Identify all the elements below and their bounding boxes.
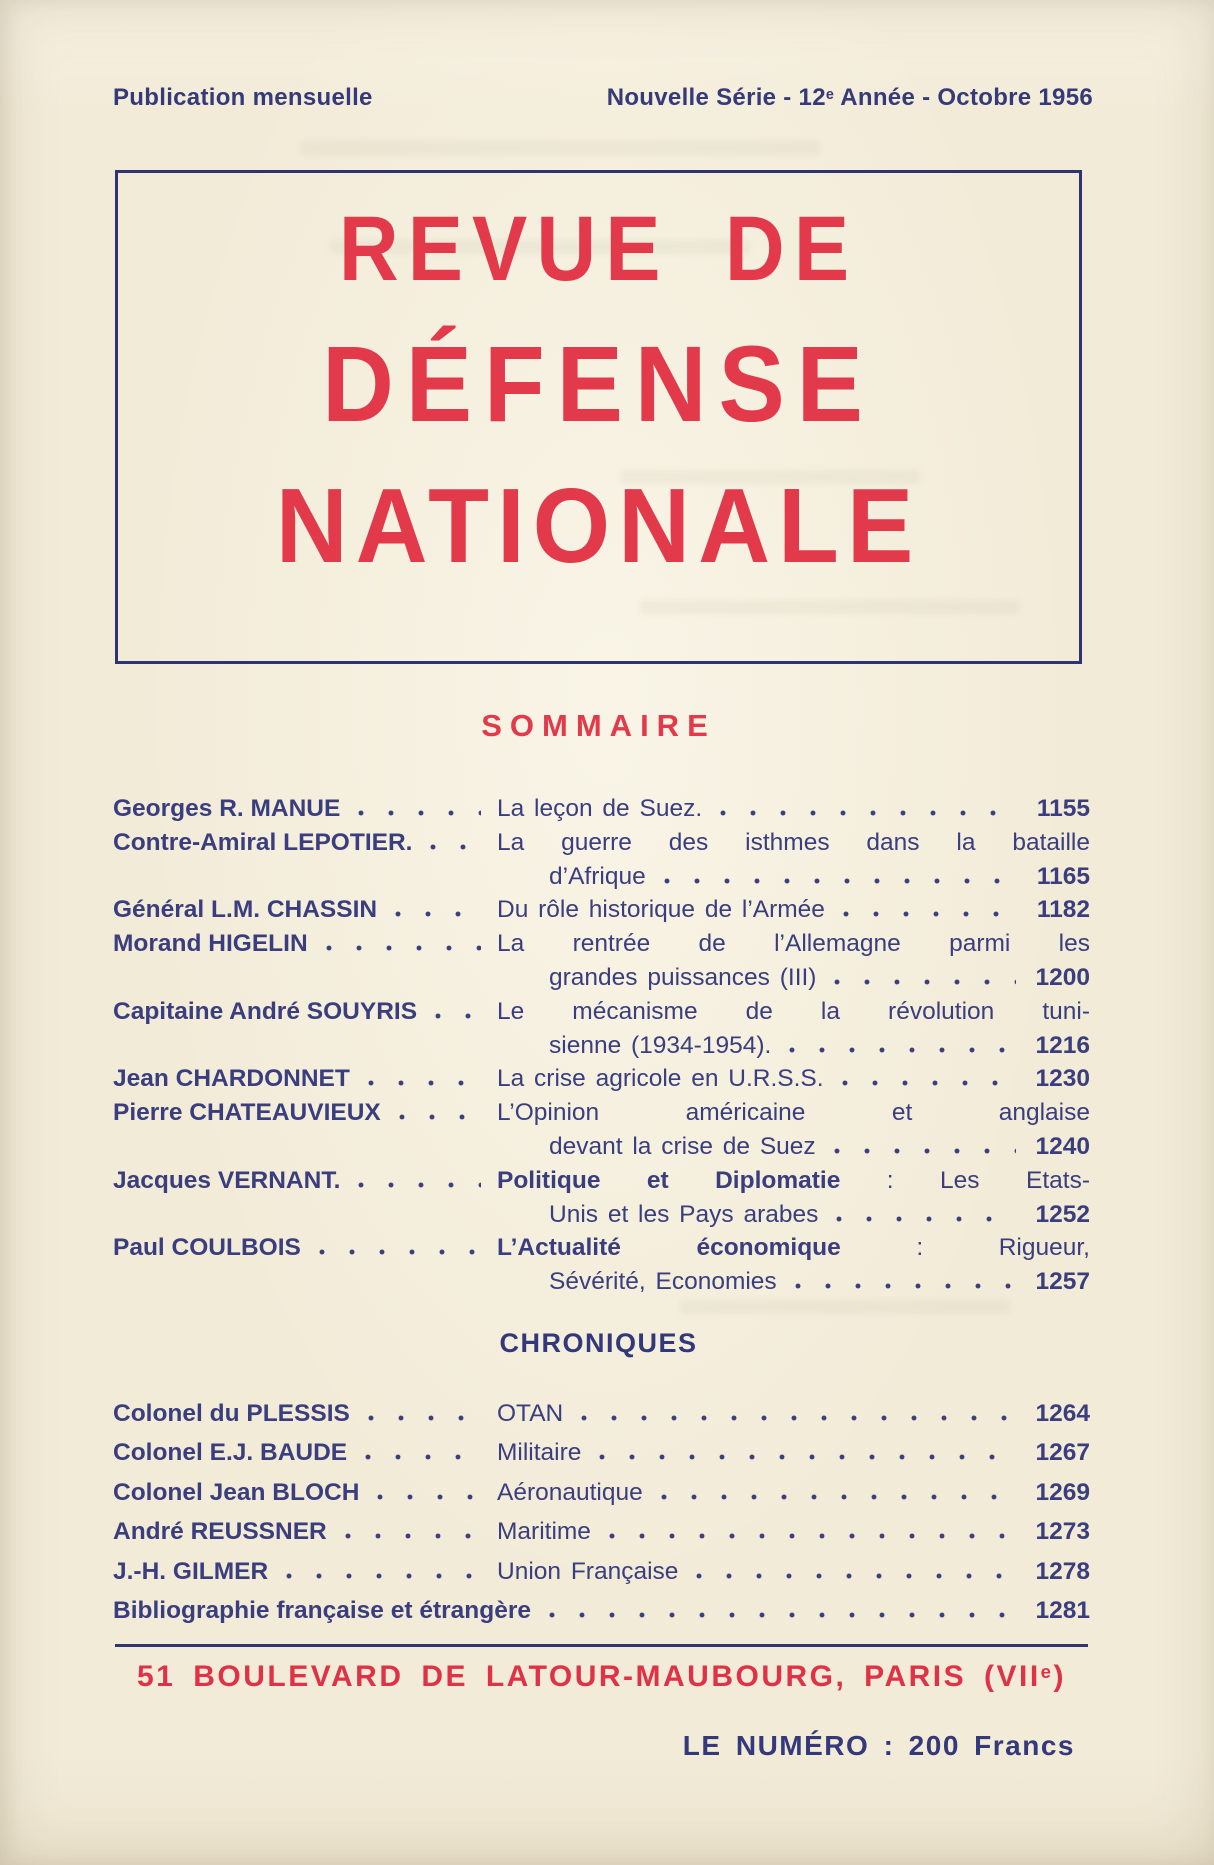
leader-dots: [834, 1080, 1016, 1086]
author-name: Général L.M. CHASSIN: [113, 896, 378, 924]
leader-dots: [337, 1533, 481, 1539]
bleedthrough-artifact: [300, 140, 820, 156]
chronique-row: [113, 1439, 1090, 1478]
leader-dots: [350, 1182, 481, 1188]
author-name: Capitaine André SOUYRIS: [113, 997, 418, 1025]
author-name: Paul COULBOIS: [113, 1234, 301, 1262]
leader-dots: [278, 1573, 481, 1579]
toc-row-continuation: [113, 863, 1090, 897]
leader-dots: [712, 810, 1016, 816]
article-title: d’Afrique: [549, 862, 646, 890]
leader-dots: [387, 911, 481, 917]
bleedthrough-artifact: [680, 1300, 1010, 1314]
author-name: Colonel Jean BLOCH: [113, 1478, 360, 1506]
leader-dots: [360, 1080, 481, 1086]
leader-dots: [391, 1114, 481, 1120]
masthead-line-3: NATIONALE: [275, 467, 922, 585]
article-title: Du rôle historique de l’Armée: [497, 896, 825, 924]
leader-dots: [835, 911, 1016, 917]
table-of-contents: [113, 795, 1090, 1302]
page-number: 1278: [1035, 1557, 1090, 1585]
leader-dots: [422, 844, 481, 850]
masthead-line-2: DÉFENSE: [322, 323, 875, 444]
publication-frequency: Publication mensuelle: [113, 84, 373, 111]
address-line: 51 BOULEVARD DE LATOUR-MAUBOURG, PARIS (VIIe): [137, 1660, 1066, 1693]
article-title: devant la crise de Suez: [549, 1132, 816, 1160]
article-title: grandes puissances (III): [549, 963, 817, 991]
article-title: La leçon de Suez.: [497, 795, 703, 822]
article-title: La guerre des isthmes dans la bataille: [497, 828, 1090, 856]
sommaire-heading: SOMMAIRE: [481, 708, 716, 743]
leader-dots: [653, 1494, 1016, 1500]
author-name: Pierre CHATEAUVIEUX: [113, 1099, 381, 1127]
leader-dots: [828, 1216, 1016, 1222]
footer-rule: [115, 1644, 1088, 1647]
toc-row: [113, 896, 1090, 930]
masthead-line-1: REVUE DE: [338, 198, 859, 300]
page-number: 1273: [1035, 1518, 1090, 1546]
author-name: Morand HIGELIN: [113, 930, 308, 958]
page-number: 1240: [1035, 1132, 1090, 1160]
toc-row: [113, 1099, 1090, 1133]
article-title: Unis et les Pays arabes: [549, 1200, 819, 1228]
leader-dots: [826, 979, 1016, 985]
toc-row: [113, 1167, 1090, 1201]
toc-row: [113, 1065, 1090, 1099]
toc-row: [113, 1234, 1090, 1268]
price-line: LE NUMÉRO : 200 Francs: [682, 1730, 1075, 1761]
toc-row-continuation: [113, 964, 1090, 998]
article-title: sienne (1934-1954).: [549, 1031, 772, 1059]
leader-dots: [573, 1415, 1016, 1421]
leader-dots: [357, 1454, 481, 1460]
toc-row: [113, 795, 1090, 829]
page-number: 1230: [1035, 1065, 1090, 1093]
page-header: [113, 84, 1093, 112]
page-number: 1257: [1035, 1268, 1090, 1296]
rubric-bold-label: Politique et Diplomatie: [497, 1166, 841, 1194]
toc-row-continuation: [113, 1201, 1090, 1235]
chronique-title: Aéronautique: [497, 1478, 643, 1506]
leader-dots: [369, 1494, 481, 1500]
chronique-row: [113, 1597, 1090, 1636]
author-name: Bibliographie française et étrangère: [113, 1596, 531, 1624]
chroniques-list: [113, 1400, 1090, 1636]
author-name: Colonel du PLESSIS: [113, 1400, 350, 1427]
toc-row-continuation: [113, 1032, 1090, 1066]
chronique-title: Militaire: [497, 1439, 582, 1467]
page-number: 1216: [1035, 1031, 1090, 1059]
page-number: 1269: [1035, 1478, 1090, 1506]
page-number: 1200: [1035, 963, 1090, 991]
toc-row-continuation: [113, 1268, 1090, 1302]
article-title: L’Opinion américaine et anglaise: [497, 1099, 1090, 1127]
chronique-title: OTAN: [497, 1400, 564, 1427]
leader-dots: [826, 1148, 1016, 1154]
leader-dots: [541, 1612, 1016, 1618]
page-number: 1182: [1036, 896, 1090, 924]
author-name: André REUSSNER: [113, 1518, 327, 1546]
author-name: J.-H. GILMER: [113, 1557, 269, 1585]
page-number: 1267: [1035, 1439, 1090, 1467]
author-name: Georges R. MANUE: [113, 795, 341, 822]
issue-info: Nouvelle Série - 12e Année - Octobre 1956: [606, 84, 1093, 111]
leader-dots: [360, 1415, 481, 1421]
leader-dots: [688, 1573, 1016, 1579]
leader-dots: [318, 945, 481, 951]
author-name: Jean CHARDONNET: [113, 1065, 350, 1093]
chronique-row: [113, 1558, 1090, 1597]
leader-dots: [781, 1047, 1016, 1053]
article-title: Le mécanisme de la révolution tuni-: [497, 997, 1090, 1025]
leader-dots: [591, 1454, 1016, 1460]
author-name: Colonel E.J. BAUDE: [113, 1439, 348, 1467]
leader-dots: [311, 1249, 481, 1255]
chronique-row: [113, 1400, 1090, 1439]
chronique-title: Union Française: [497, 1557, 679, 1585]
article-title: La crise agricole en U.R.S.S.: [497, 1065, 824, 1093]
ordinal-superscript: e: [825, 87, 835, 103]
toc-row: [113, 930, 1090, 964]
toc-row-continuation: [113, 1133, 1090, 1167]
chronique-row: [113, 1479, 1090, 1518]
leader-dots: [427, 1013, 481, 1019]
leader-dots: [350, 810, 481, 816]
leader-dots: [656, 878, 1016, 884]
page-number: 1252: [1035, 1200, 1090, 1228]
leader-dots: [601, 1533, 1016, 1539]
article-title: La rentrée de l’Allemagne parmi les: [497, 930, 1090, 958]
page-number: 1264: [1035, 1400, 1090, 1427]
toc-row: [113, 998, 1090, 1032]
author-name: Contre-Amiral LEPOTIER.: [113, 828, 413, 856]
chronique-title: Maritime: [497, 1518, 591, 1546]
toc-row: [113, 829, 1090, 863]
article-title: Sévérité, Economies: [549, 1268, 777, 1296]
chronique-row: [113, 1518, 1090, 1557]
page-number: 1155: [1036, 795, 1090, 822]
ordinal-superscript: e: [1040, 1661, 1054, 1682]
page-number: 1165: [1036, 862, 1090, 890]
rubric-bold-label: L’Actualité économique: [497, 1234, 841, 1262]
page-number: 1281: [1035, 1596, 1090, 1624]
article-title: L’Actualité économique : Rigueur,: [497, 1234, 1090, 1262]
author-name: Jacques VERNANT.: [113, 1166, 341, 1194]
masthead-box: [115, 170, 1082, 664]
chroniques-heading: CHRONIQUES: [499, 1328, 698, 1358]
leader-dots: [787, 1283, 1016, 1289]
article-title: Politique et Diplomatie : Les Etats-: [497, 1166, 1090, 1194]
